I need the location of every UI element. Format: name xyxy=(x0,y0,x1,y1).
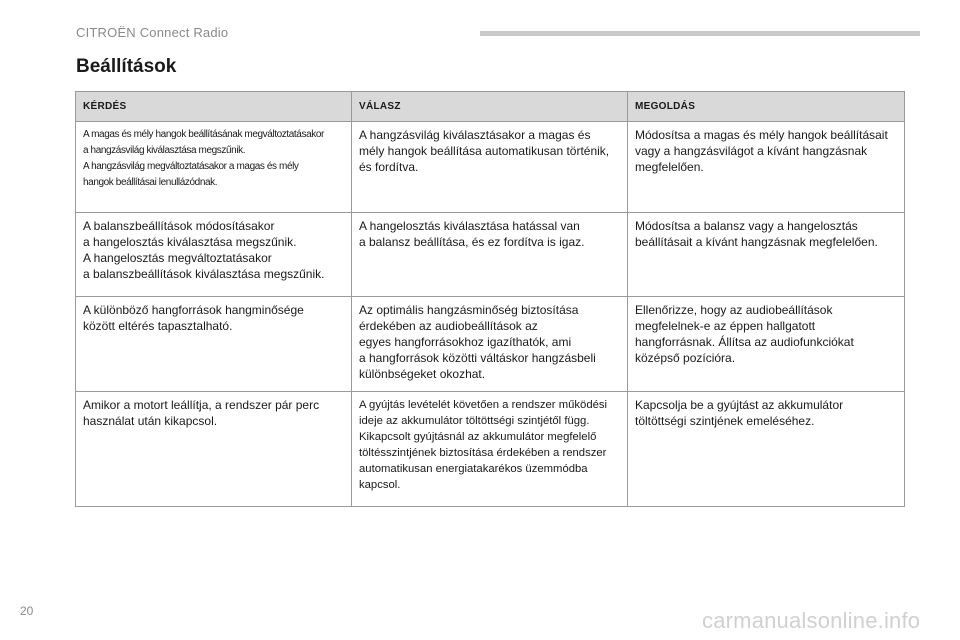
faq-table xyxy=(75,91,905,507)
solution-cell: Módosítsa a magas és mély hangok beállításait vagy a hangzásvilágot a kívánt hangzásnak megfelelően. xyxy=(628,122,905,213)
column-header-answer: VÁLASZ xyxy=(352,92,628,122)
answer-cell: A hangzásvilág kiválasztásakor a magas és mély hangok beállítása automatikusan történik, és fordítva. xyxy=(352,122,628,213)
solution-cell: Kapcsolja be a gyújtást az akkumulátor töltöttségi szintjének emeléséhez. xyxy=(628,392,905,507)
question-cell: Amikor a motort leállítja, a rendszer pár perc használat után kikapcsol. xyxy=(76,392,352,507)
watermark-text: carmanualsonline.info xyxy=(702,608,921,633)
header-divider-bar xyxy=(480,31,920,36)
answer-cell: Az optimális hangzásminőség biztosítása érdekében az audiobeállítások az egyes hangforrásokhoz igazíthatók, ami a hangforrások közötti váltáskor hangzásbeli különbségeket okozhat. xyxy=(352,297,628,392)
table-row xyxy=(76,122,905,213)
page-number: 20 xyxy=(20,604,34,618)
question-cell: A különböző hangforrások hangminősége között eltérés tapasztalható. xyxy=(76,297,352,392)
answer-cell: A hangelosztás kiválasztása hatással van a balansz beállítása, és ez fordítva is igaz. xyxy=(352,213,628,297)
table-row xyxy=(76,213,905,297)
table-header-row xyxy=(76,92,905,122)
page-title: Beállítások xyxy=(76,56,177,77)
solution-cell: Ellenőrizze, hogy az audiobeállítások megfelelnek-e az éppen hallgatott hangforrásnak. Állítsa az audiofunkciókat középső pozícióra. xyxy=(628,297,905,392)
manual-header-title: CITROËN Connect Radio xyxy=(76,25,229,40)
table-row xyxy=(76,392,905,507)
question-cell: A balanszbeállítások módosításakor a hangelosztás kiválasztása megszűnik. A hangelosztás megváltoztatásakor a balanszbeállítások kiválasztása megszűnik. xyxy=(76,213,352,297)
column-header-solution: MEGOLDÁS xyxy=(628,92,905,122)
answer-cell: A gyújtás levételét követően a rendszer működési ideje az akkumulátor töltöttségi szintjétől függ. Kikapcsolt gyújtásnál az akkumulátor megfelelő töltésszintjének biztosítása érdekében a rendszer automatikusan energiatakarékos üzemmódba kapcsol. xyxy=(352,392,628,507)
column-header-question: KÉRDÉS xyxy=(76,92,352,122)
table-row xyxy=(76,297,905,392)
solution-cell: Módosítsa a balansz vagy a hangelosztás beállításait a kívánt hangzásnak megfelelően. xyxy=(628,213,905,297)
question-cell: A magas és mély hangok beállításának megváltoztatásakor a hangzásvilág kiválasztása megszűnik. A hangzásvilág megváltoztatásakor a magas és mély hangok beállításai lenullázódnak. xyxy=(76,122,352,213)
